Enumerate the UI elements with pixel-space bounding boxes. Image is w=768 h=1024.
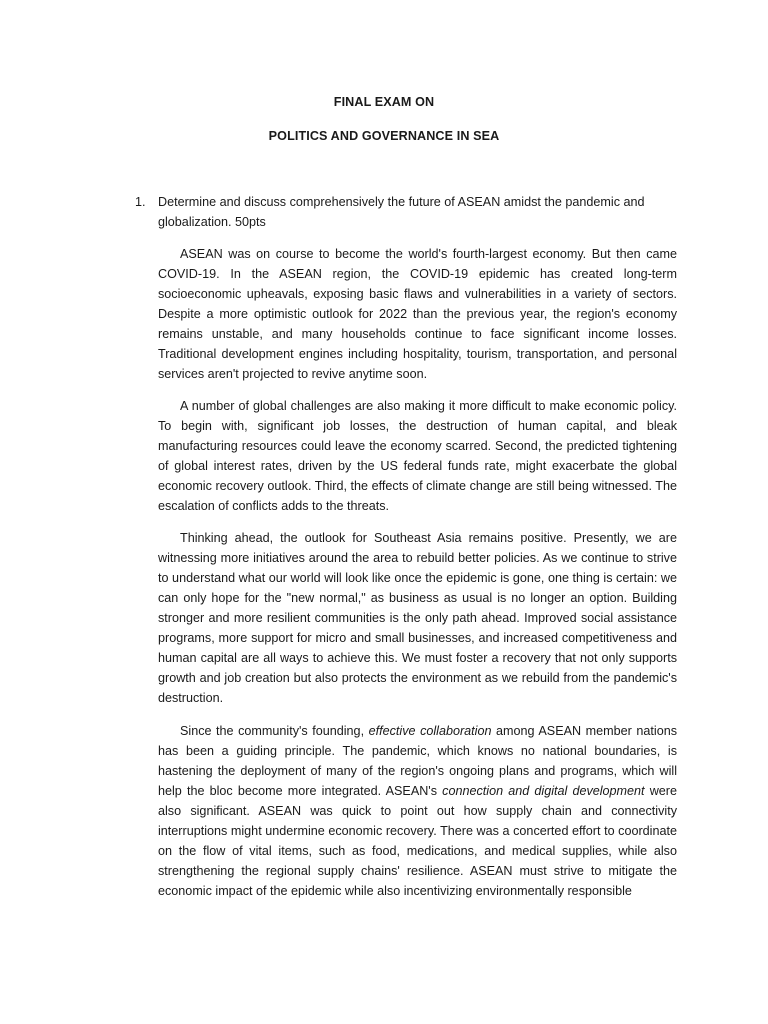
question-text: Determine and discuss comprehensively the future of ASEAN amidst the pandemic and globalization. 50pts <box>158 195 645 229</box>
question-number: 1. <box>135 195 146 209</box>
exam-title-line1: FINAL EXAM ON <box>333 95 435 109</box>
paragraph-4-emphasis-2: connection and digital development <box>442 784 645 798</box>
exam-title-line2: POLITICS AND GOVERNANCE IN SEA <box>268 129 500 143</box>
answer-paragraph-2: A number of global challenges are also making it more difficult to make economic policy. To begin with, significant job losses, the destruction of human capital, and bleak manufacturing resources could leave the economy scarred. Second, the predicted tightening of global interest rates, driven by the US federal funds rate, might exacerbate the global economic recovery outlook. Third, the effects of climate change are still being witnessed. The escalation of conflicts adds to the threats. <box>158 399 677 513</box>
paragraph-4-emphasis-1: effective collaboration <box>368 724 492 738</box>
paragraph-4-part-b: among ASEAN member nations has been a guiding principle. The pandemic, which knows no national boundaries, is hastening the deployment of many of the region's ongoing plans and programs, which will help the bloc become more integrated. ASEAN's <box>158 724 677 798</box>
answer-paragraph-4 <box>158 721 677 906</box>
paragraph-4-part-a: Since the community's founding, <box>180 724 369 738</box>
paragraph-4-part-c: were also significant. ASEAN was quick to point out how supply chain and connectivity interruptions might undermine economic recovery. There was a concerted effort to coordinate on the flow of vital items, such as food, medications, and medical supplies, while also strengthening the regional supply chains' resilience. ASEAN must strive to mitigate the economic impact of the epidemic while also incentivizing environmentally responsible <box>158 784 677 898</box>
answer-paragraph-3: Thinking ahead, the outlook for Southeast Asia remains positive. Presently, we are witnessing more initiatives around the area to rebuild better policies. As we continue to strive to understand what our world will look like once the epidemic is gone, one thing is certain: we can only hope for the "new normal," as business as usual is no longer an option. Building stronger and more resilient communities is the only path ahead. Improved social assistance programs, more support for micro and small businesses, and increased competitiveness and human capital are all ways to achieve this. We must foster a recovery that not only supports growth and job creation but also protects the environment as we rebuild from the pandemic's destruction. <box>158 531 677 705</box>
answer-paragraph-1: ASEAN was on course to become the world's fourth-largest economy. But then came COVID-19. In the ASEAN region, the COVID-19 epidemic has created long-term socioeconomic upheavals, exposing basic flaws and vulnerabilities in a variety of sectors. Despite a more optimistic outlook for 2022 than the previous year, the region's economy remains unstable, and many households continue to face significant income losses. Traditional development engines including hospitality, tourism, transportation, and personal services aren't projected to revive anytime soon. <box>158 247 677 381</box>
